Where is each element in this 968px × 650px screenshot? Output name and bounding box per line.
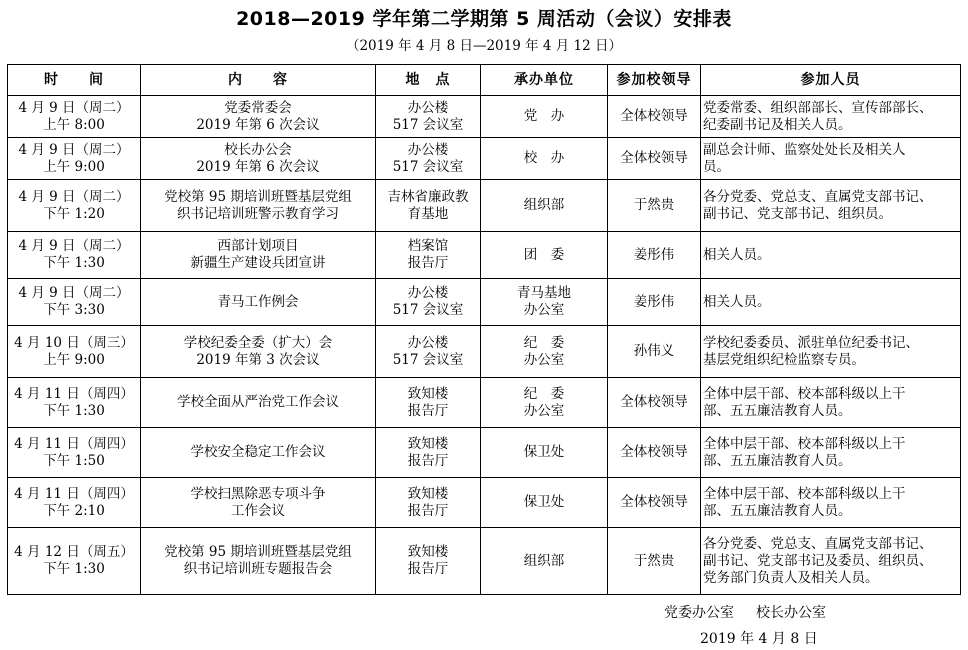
cell-organizer-line: 团 委 — [523, 246, 565, 263]
cell-attendees — [701, 528, 961, 595]
cell-content-line: 学校全面从严治党工作会议 — [177, 394, 339, 410]
cell-organizer — [481, 326, 608, 378]
cell-organizer-line: 保卫处 — [523, 444, 565, 460]
cell-time-line: 4 月 12 日（周五） — [14, 544, 134, 560]
cell-content-line: 新疆生产建设兵团宣讲 — [190, 255, 326, 271]
cell-time-line: 下午 1:30 — [43, 255, 105, 271]
cell-time — [8, 326, 141, 378]
cell-attendees-line: 副书记、党支部书记及委员、组织员、 — [703, 552, 933, 569]
cell-attendees-line: 相关人员。 — [703, 293, 771, 310]
cell-attendees — [701, 378, 961, 428]
cell-organizer — [481, 138, 608, 180]
cell-place — [376, 478, 481, 528]
cell-organizer — [481, 378, 608, 428]
cell-content-line: 校长办公会 — [224, 141, 292, 158]
cell-leaders: 姜彤伟 — [608, 279, 701, 326]
column-header-content: 内 容 — [141, 65, 376, 96]
cell-attendees-line: 部、五五廉洁教育人员。 — [703, 452, 852, 469]
cell-attendees — [701, 478, 961, 528]
cell-organizer-line: 党 办 — [523, 108, 565, 124]
cell-content-line: 织书记培训班警示教育学习 — [177, 205, 339, 222]
cell-place-line: 致知楼 — [407, 435, 449, 452]
cell-place-line: 档案馆 — [407, 238, 449, 254]
cell-leaders: 于然贵 — [608, 528, 701, 595]
cell-time — [8, 378, 141, 428]
cell-place-line: 致知楼 — [407, 544, 449, 560]
cell-place-line: 吉林省廉政教 — [387, 188, 469, 205]
cell-content-line: 织书记培训班专题报告会 — [183, 561, 333, 577]
cell-content-line: 学校安全稳定工作会议 — [190, 444, 326, 460]
cell-content — [141, 528, 376, 595]
cell-place-line: 致知楼 — [407, 385, 449, 402]
cell-time-line: 上午 9:00 — [43, 158, 105, 175]
cell-attendees-line: 全体中层干部、校本部科级以上干 — [703, 485, 906, 502]
cell-attendees-line: 副总会计师、监察处处长及相关人 — [703, 141, 906, 158]
cell-time-line: 4 月 9 日（周二） — [18, 285, 130, 301]
cell-place-line: 报告厅 — [407, 452, 449, 469]
cell-time — [8, 428, 141, 478]
cell-attendees-line: 基层党组织纪检监察专员。 — [703, 351, 865, 368]
cell-content — [141, 232, 376, 279]
cell-attendees — [701, 96, 961, 138]
cell-attendees-line: 全体中层干部、校本部科级以上干 — [703, 435, 906, 452]
cell-time — [8, 279, 141, 326]
cell-organizer-line: 纪 委 — [523, 385, 565, 402]
cell-content — [141, 180, 376, 232]
schedule-table — [7, 64, 961, 595]
cell-organizer-line: 办公室 — [523, 351, 565, 368]
table-row — [8, 138, 961, 180]
cell-time-line: 4 月 11 日（周四） — [14, 435, 134, 452]
cell-time-line: 上午 8:00 — [43, 116, 105, 133]
cell-attendees-line: 全体中层干部、校本部科级以上干 — [703, 385, 906, 402]
cell-time-line: 4 月 10 日（周三） — [14, 334, 134, 351]
cell-content-line: 学校扫黑除恶专项斗争 — [190, 485, 326, 502]
cell-time-line: 4 月 9 日（周二） — [18, 188, 130, 205]
issuer-party-office: 党委办公室 — [664, 605, 734, 621]
cell-attendees — [701, 232, 961, 279]
cell-content — [141, 428, 376, 478]
cell-leaders: 全体校领导 — [608, 428, 701, 478]
issuing-offices — [664, 602, 826, 622]
cell-attendees — [701, 180, 961, 232]
cell-attendees-line: 纪委副书记及相关人员。 — [703, 116, 852, 133]
cell-organizer-line: 纪 委 — [523, 334, 565, 351]
cell-content-line: 西部计划项目 — [217, 238, 299, 254]
cell-content-line: 2019 年第 6 次会议 — [196, 116, 320, 133]
cell-time-line: 4 月 11 日（周四） — [14, 385, 134, 402]
cell-place — [376, 428, 481, 478]
cell-content — [141, 96, 376, 138]
cell-place-line: 517 会议室 — [392, 158, 464, 175]
cell-leaders: 于然贵 — [608, 180, 701, 232]
cell-place-line: 517 会议室 — [392, 302, 464, 318]
cell-place-line: 办公楼 — [407, 334, 449, 351]
column-header-place: 地 点 — [376, 65, 481, 96]
table-header-row — [8, 65, 961, 96]
cell-place — [376, 326, 481, 378]
cell-attendees — [701, 138, 961, 180]
cell-organizer — [481, 279, 608, 326]
cell-attendees-line: 相关人员。 — [703, 246, 771, 263]
cell-place-line: 育基地 — [407, 205, 449, 222]
cell-content-line: 学校纪委全委（扩大）会 — [183, 334, 333, 351]
cell-place-line: 报告厅 — [407, 402, 449, 419]
cell-attendees-line: 党委常委、组织部部长、宣传部部长、 — [703, 99, 933, 116]
cell-time-line: 上午 9:00 — [43, 351, 105, 368]
cell-leaders: 全体校领导 — [608, 478, 701, 528]
cell-place — [376, 378, 481, 428]
cell-organizer-line: 办公室 — [523, 402, 565, 419]
cell-organizer-line: 校 办 — [523, 150, 565, 166]
cell-content — [141, 378, 376, 428]
cell-place-line: 报告厅 — [407, 561, 449, 577]
cell-time — [8, 138, 141, 180]
cell-content-line: 党校第 95 期培训班暨基层党组 — [164, 544, 352, 560]
cell-content — [141, 326, 376, 378]
cell-organizer — [481, 428, 608, 478]
date-range: （2019 年 4 月 8 日—2019 年 4 月 12 日） — [345, 38, 623, 54]
cell-attendees-line: 党务部门负责人及相关人员。 — [703, 569, 879, 586]
cell-organizer-line: 组织部 — [523, 197, 565, 213]
page-title: 2018—2019 学年第二学期第 5 周活动（会议）安排表 — [236, 8, 732, 30]
cell-time-line: 下午 3:30 — [43, 302, 105, 318]
cell-time-line: 4 月 9 日（周二） — [18, 141, 130, 158]
cell-organizer-line: 保卫处 — [523, 494, 565, 510]
cell-content — [141, 279, 376, 326]
cell-content — [141, 478, 376, 528]
cell-organizer — [481, 528, 608, 595]
table-row — [8, 326, 961, 378]
table-row — [8, 428, 961, 478]
cell-time — [8, 232, 141, 279]
cell-content-line: 青马工作例会 — [217, 293, 299, 310]
cell-content-line: 党校第 95 期培训班暨基层党组 — [164, 188, 352, 205]
cell-organizer-line: 组织部 — [523, 552, 565, 569]
column-header-leaders: 参加校领导 — [608, 65, 701, 96]
cell-time-line: 下午 2:10 — [43, 502, 105, 519]
cell-time-line: 4 月 9 日（周二） — [18, 99, 130, 116]
cell-place-line: 办公楼 — [407, 285, 449, 301]
cell-place — [376, 232, 481, 279]
cell-attendees — [701, 279, 961, 326]
cell-attendees-line: 员。 — [703, 158, 730, 175]
cell-place-line: 致知楼 — [407, 485, 449, 502]
table-row — [8, 279, 961, 326]
cell-place-line: 办公楼 — [407, 99, 449, 116]
cell-organizer — [481, 478, 608, 528]
cell-attendees-line: 副书记、党支部书记、组织员。 — [703, 205, 892, 222]
cell-place-line: 517 会议室 — [392, 116, 464, 133]
cell-organizer-line: 办公室 — [523, 302, 565, 318]
cell-content — [141, 138, 376, 180]
cell-leaders: 全体校领导 — [608, 138, 701, 180]
table-row — [8, 232, 961, 279]
cell-leaders: 姜彤伟 — [608, 232, 701, 279]
cell-place — [376, 528, 481, 595]
cell-attendees-line: 部、五五廉洁教育人员。 — [703, 502, 852, 519]
cell-organizer-line: 青马基地 — [517, 285, 571, 301]
cell-time-line: 下午 1:50 — [43, 452, 105, 469]
table-row — [8, 478, 961, 528]
cell-content-line: 2019 年第 3 次会议 — [196, 351, 320, 368]
cell-content-line: 2019 年第 6 次会议 — [196, 158, 320, 175]
cell-attendees-line: 各分党委、党总支、直属党支部书记、 — [703, 535, 933, 552]
cell-place-line: 报告厅 — [407, 502, 449, 519]
cell-leaders: 孙伟义 — [608, 326, 701, 378]
cell-place — [376, 279, 481, 326]
cell-organizer — [481, 232, 608, 279]
cell-content-line: 党委常委会 — [224, 99, 292, 116]
table-row — [8, 96, 961, 138]
issue-date: 2019 年 4 月 8 日 — [700, 631, 818, 647]
column-header-time: 时 间 — [8, 65, 141, 96]
cell-time-line: 4 月 9 日（周二） — [18, 238, 130, 254]
cell-content-line: 工作会议 — [231, 502, 285, 519]
column-header-attendees: 参加人员 — [701, 65, 961, 96]
cell-place — [376, 138, 481, 180]
issuer-president-office: 校长办公室 — [756, 605, 826, 621]
cell-place — [376, 180, 481, 232]
cell-place-line: 办公楼 — [407, 141, 449, 158]
cell-organizer — [481, 96, 608, 138]
cell-attendees-line: 部、五五廉洁教育人员。 — [703, 402, 852, 419]
cell-time — [8, 96, 141, 138]
cell-time — [8, 528, 141, 595]
cell-attendees-line: 各分党委、党总支、直属党支部书记、 — [703, 188, 933, 205]
table-row — [8, 180, 961, 232]
cell-time-line: 4 月 11 日（周四） — [14, 485, 134, 502]
cell-organizer — [481, 180, 608, 232]
schedule-body — [8, 96, 961, 595]
table-row — [8, 378, 961, 428]
cell-place-line: 517 会议室 — [392, 351, 464, 368]
cell-place — [376, 96, 481, 138]
column-header-organizer: 承办单位 — [481, 65, 608, 96]
cell-time — [8, 180, 141, 232]
cell-attendees — [701, 326, 961, 378]
cell-time-line: 下午 1:20 — [43, 205, 105, 222]
cell-leaders: 全体校领导 — [608, 378, 701, 428]
cell-attendees — [701, 428, 961, 478]
cell-place-line: 报告厅 — [407, 255, 449, 271]
cell-attendees-line: 学校纪委委员、派驻单位纪委书记、 — [703, 334, 919, 351]
cell-leaders: 全体校领导 — [608, 96, 701, 138]
cell-time-line: 下午 1:30 — [43, 561, 105, 577]
cell-time-line: 下午 1:30 — [43, 402, 105, 419]
table-row — [8, 528, 961, 595]
cell-time — [8, 478, 141, 528]
